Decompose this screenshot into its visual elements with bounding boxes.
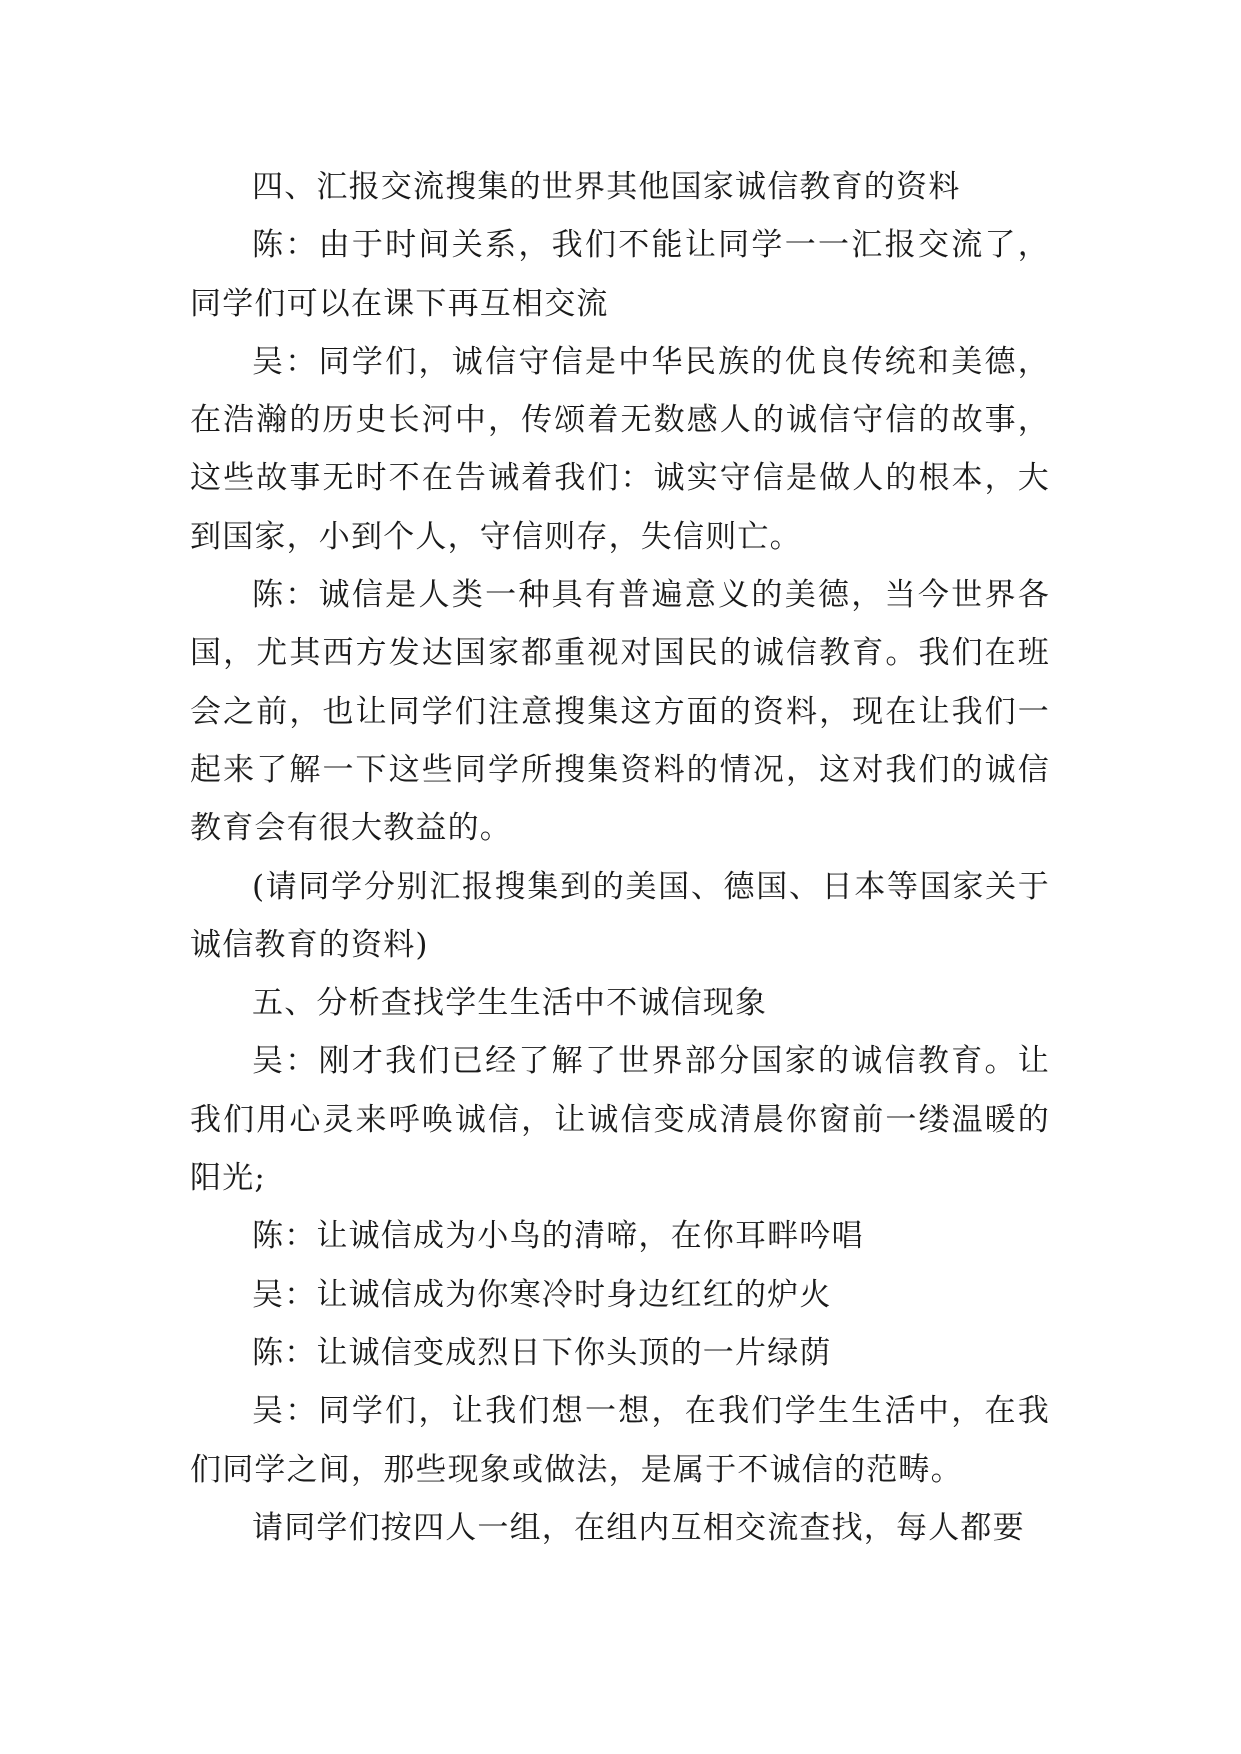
paragraph-wu-3: 吴：让诚信成为你寒冷时身边红红的炉火 [252,1276,832,1313]
document-body [190,158,1050,1557]
paragraph-chen-4: 陈：让诚信变成烈日下你头顶的一片绿荫 [252,1334,832,1371]
paragraph-wu-2: 吴：刚才我们已经了解了世界部分国家的诚信教育。让我们用心灵来呼唤诚信，让诚信变成清晨你窗前一缕温暖的阳光; [190,1043,1050,1197]
paragraph-instruction: 请同学们按四人一组，在组内互相交流查找，每人都要 [252,1509,1025,1546]
paragraph-wu-1: 吴：同学们，诚信守信是中华民族的优良传统和美德，在浩瀚的历史长河中，传颂着无数感人的诚信守信的故事，这些故事无时不在告诫着我们：诚实守信是做人的根本，大到国家，小到个人，守信则存，失信则亡。 [190,343,1050,555]
paragraph-note: (请同学分别汇报搜集到的美国、德国、日本等国家关于诚信教育的资料) [190,868,1050,963]
paragraph-chen-3: 陈：让诚信成为小鸟的清啼，在你耳畔吟唱 [252,1218,864,1255]
paragraph-chen-1: 陈：由于时间关系，我们不能让同学一一汇报交流了，同学们可以在课下再互相交流 [190,227,1050,322]
section-heading-four: 四、汇报交流搜集的世界其他国家诚信教育的资料 [252,169,961,205]
paragraph-wu-4: 吴：同学们，让我们想一想，在我们学生生活中，在我们同学之间，那些现象或做法，是属于不诚信的范畴。 [190,1393,1050,1488]
section-heading-five: 五、分析查找学生生活中不诚信现象 [252,985,768,1022]
paragraph-chen-2: 陈：诚信是人类一种具有普遍意义的美德，当今世界各国，尤其西方发达国家都重视对国民的诚信教育。我们在班会之前，也让同学们注意搜集这方面的资料，现在让我们一起来了解一下这些同学所搜集资料的情况，这对我们的诚信教育会有很大教益的。 [190,577,1050,847]
